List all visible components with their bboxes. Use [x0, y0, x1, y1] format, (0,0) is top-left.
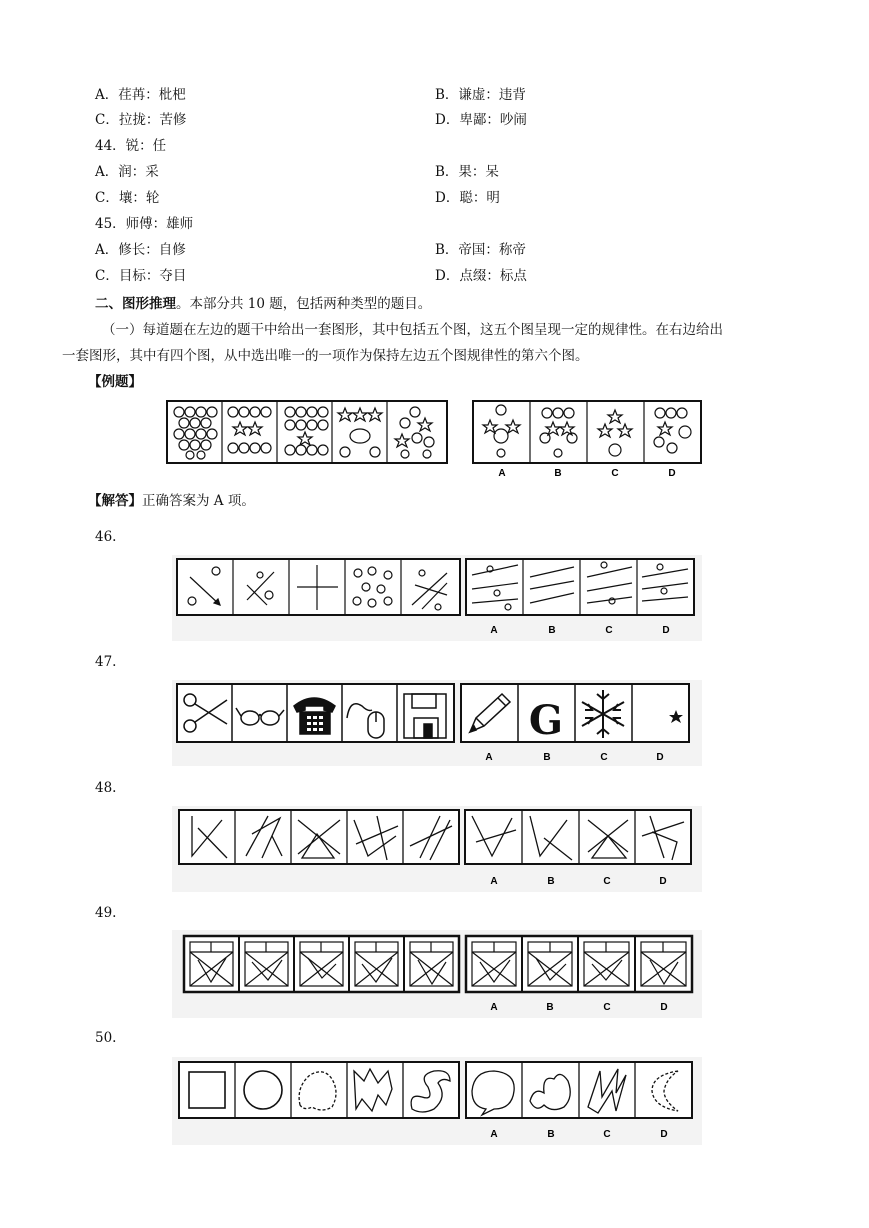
q48-option-c-label: C	[603, 876, 611, 887]
q48-option-d-label: D	[659, 876, 667, 887]
answer-text: 正确答案为 A 项。	[142, 493, 255, 509]
question-47-number: 47.	[95, 654, 117, 670]
q45-option-a: A．修长：自修	[95, 242, 186, 258]
question-50-figure	[172, 1057, 702, 1145]
question-50-number: 50.	[95, 1030, 117, 1046]
section-heading-bold: 二、图形推理	[95, 296, 176, 312]
q49-option-c-label: C	[603, 1002, 611, 1013]
q43-option-c: C．拉拢：苦修	[95, 112, 187, 128]
question-48-number: 48.	[95, 780, 117, 796]
q44-stem: 44．锐：任	[95, 138, 167, 154]
section-heading-rest: 。本部分共 10 题，包括两种类型的题目。	[176, 296, 432, 312]
q46-option-a-label: A	[490, 625, 498, 636]
q46-option-d-label: D	[662, 625, 670, 636]
q48-option-a-label: A	[490, 876, 498, 887]
example-option-a-label: A	[498, 468, 506, 479]
example-option-d-label: D	[668, 468, 676, 479]
q44-option-c: C．壤：轮	[95, 190, 160, 206]
q47-letter-g-glyph: G	[528, 697, 564, 744]
question-47-figure	[172, 680, 702, 766]
question-46-number: 46.	[95, 529, 117, 545]
section-heading	[95, 295, 431, 313]
q47-option-a-label: A	[485, 752, 493, 763]
q45-option-c: C．目标：夺目	[95, 268, 187, 284]
example-option-b-label: B	[554, 468, 562, 479]
q50-option-c-label: C	[603, 1129, 611, 1140]
q50-option-b-label: B	[547, 1129, 555, 1140]
q44-option-a: A．润：采	[95, 164, 159, 180]
q46-option-b-label: B	[548, 625, 556, 636]
q43-option-a: A．荏苒：枇杷	[95, 87, 186, 103]
q44-option-b: B．果：呆	[435, 164, 499, 180]
q47-option-b-label: B	[543, 752, 551, 763]
q43-option-b: B．谦虚：违背	[435, 87, 526, 103]
q49-option-b-label: B	[546, 1002, 554, 1013]
q50-option-d-label: D	[660, 1129, 668, 1140]
q48-option-b-label: B	[547, 876, 555, 887]
example-figure	[165, 398, 705, 480]
example-option-c-label: C	[611, 468, 619, 479]
q50-option-a-label: A	[490, 1129, 498, 1140]
instruction-line-2: 一套图形，其中有四个图，从中选出唯一的一项作为保持左边五个图规律性的第六个图。	[62, 348, 589, 364]
q45-option-b: B．帝国：称帝	[435, 242, 526, 258]
answer-line	[88, 492, 255, 510]
q49-option-a-label: A	[490, 1002, 498, 1013]
q47-option-d-label: D	[656, 752, 664, 763]
question-49-number: 49.	[95, 905, 117, 921]
example-label: 【例题】	[88, 374, 142, 390]
q49-option-d-label: D	[660, 1002, 668, 1013]
instruction-line-1: （一）每道题在左边的题干中给出一套图形，其中包括五个图，这五个图呈现一定的规律性。在右边给出	[102, 322, 723, 338]
answer-label: 【解答】	[88, 493, 142, 509]
q47-option-c-label: C	[600, 752, 608, 763]
q46-option-c-label: C	[605, 625, 613, 636]
question-46-figure	[172, 555, 702, 641]
question-49-figure	[172, 930, 702, 1018]
q45-option-d: D．点缀：标点	[435, 268, 527, 284]
q45-stem: 45．师傅：雄师	[95, 216, 194, 232]
q44-option-d: D．聪：明	[435, 190, 500, 206]
question-48-figure	[172, 806, 702, 892]
q43-option-d: D．卑鄙：吵闹	[435, 112, 527, 128]
